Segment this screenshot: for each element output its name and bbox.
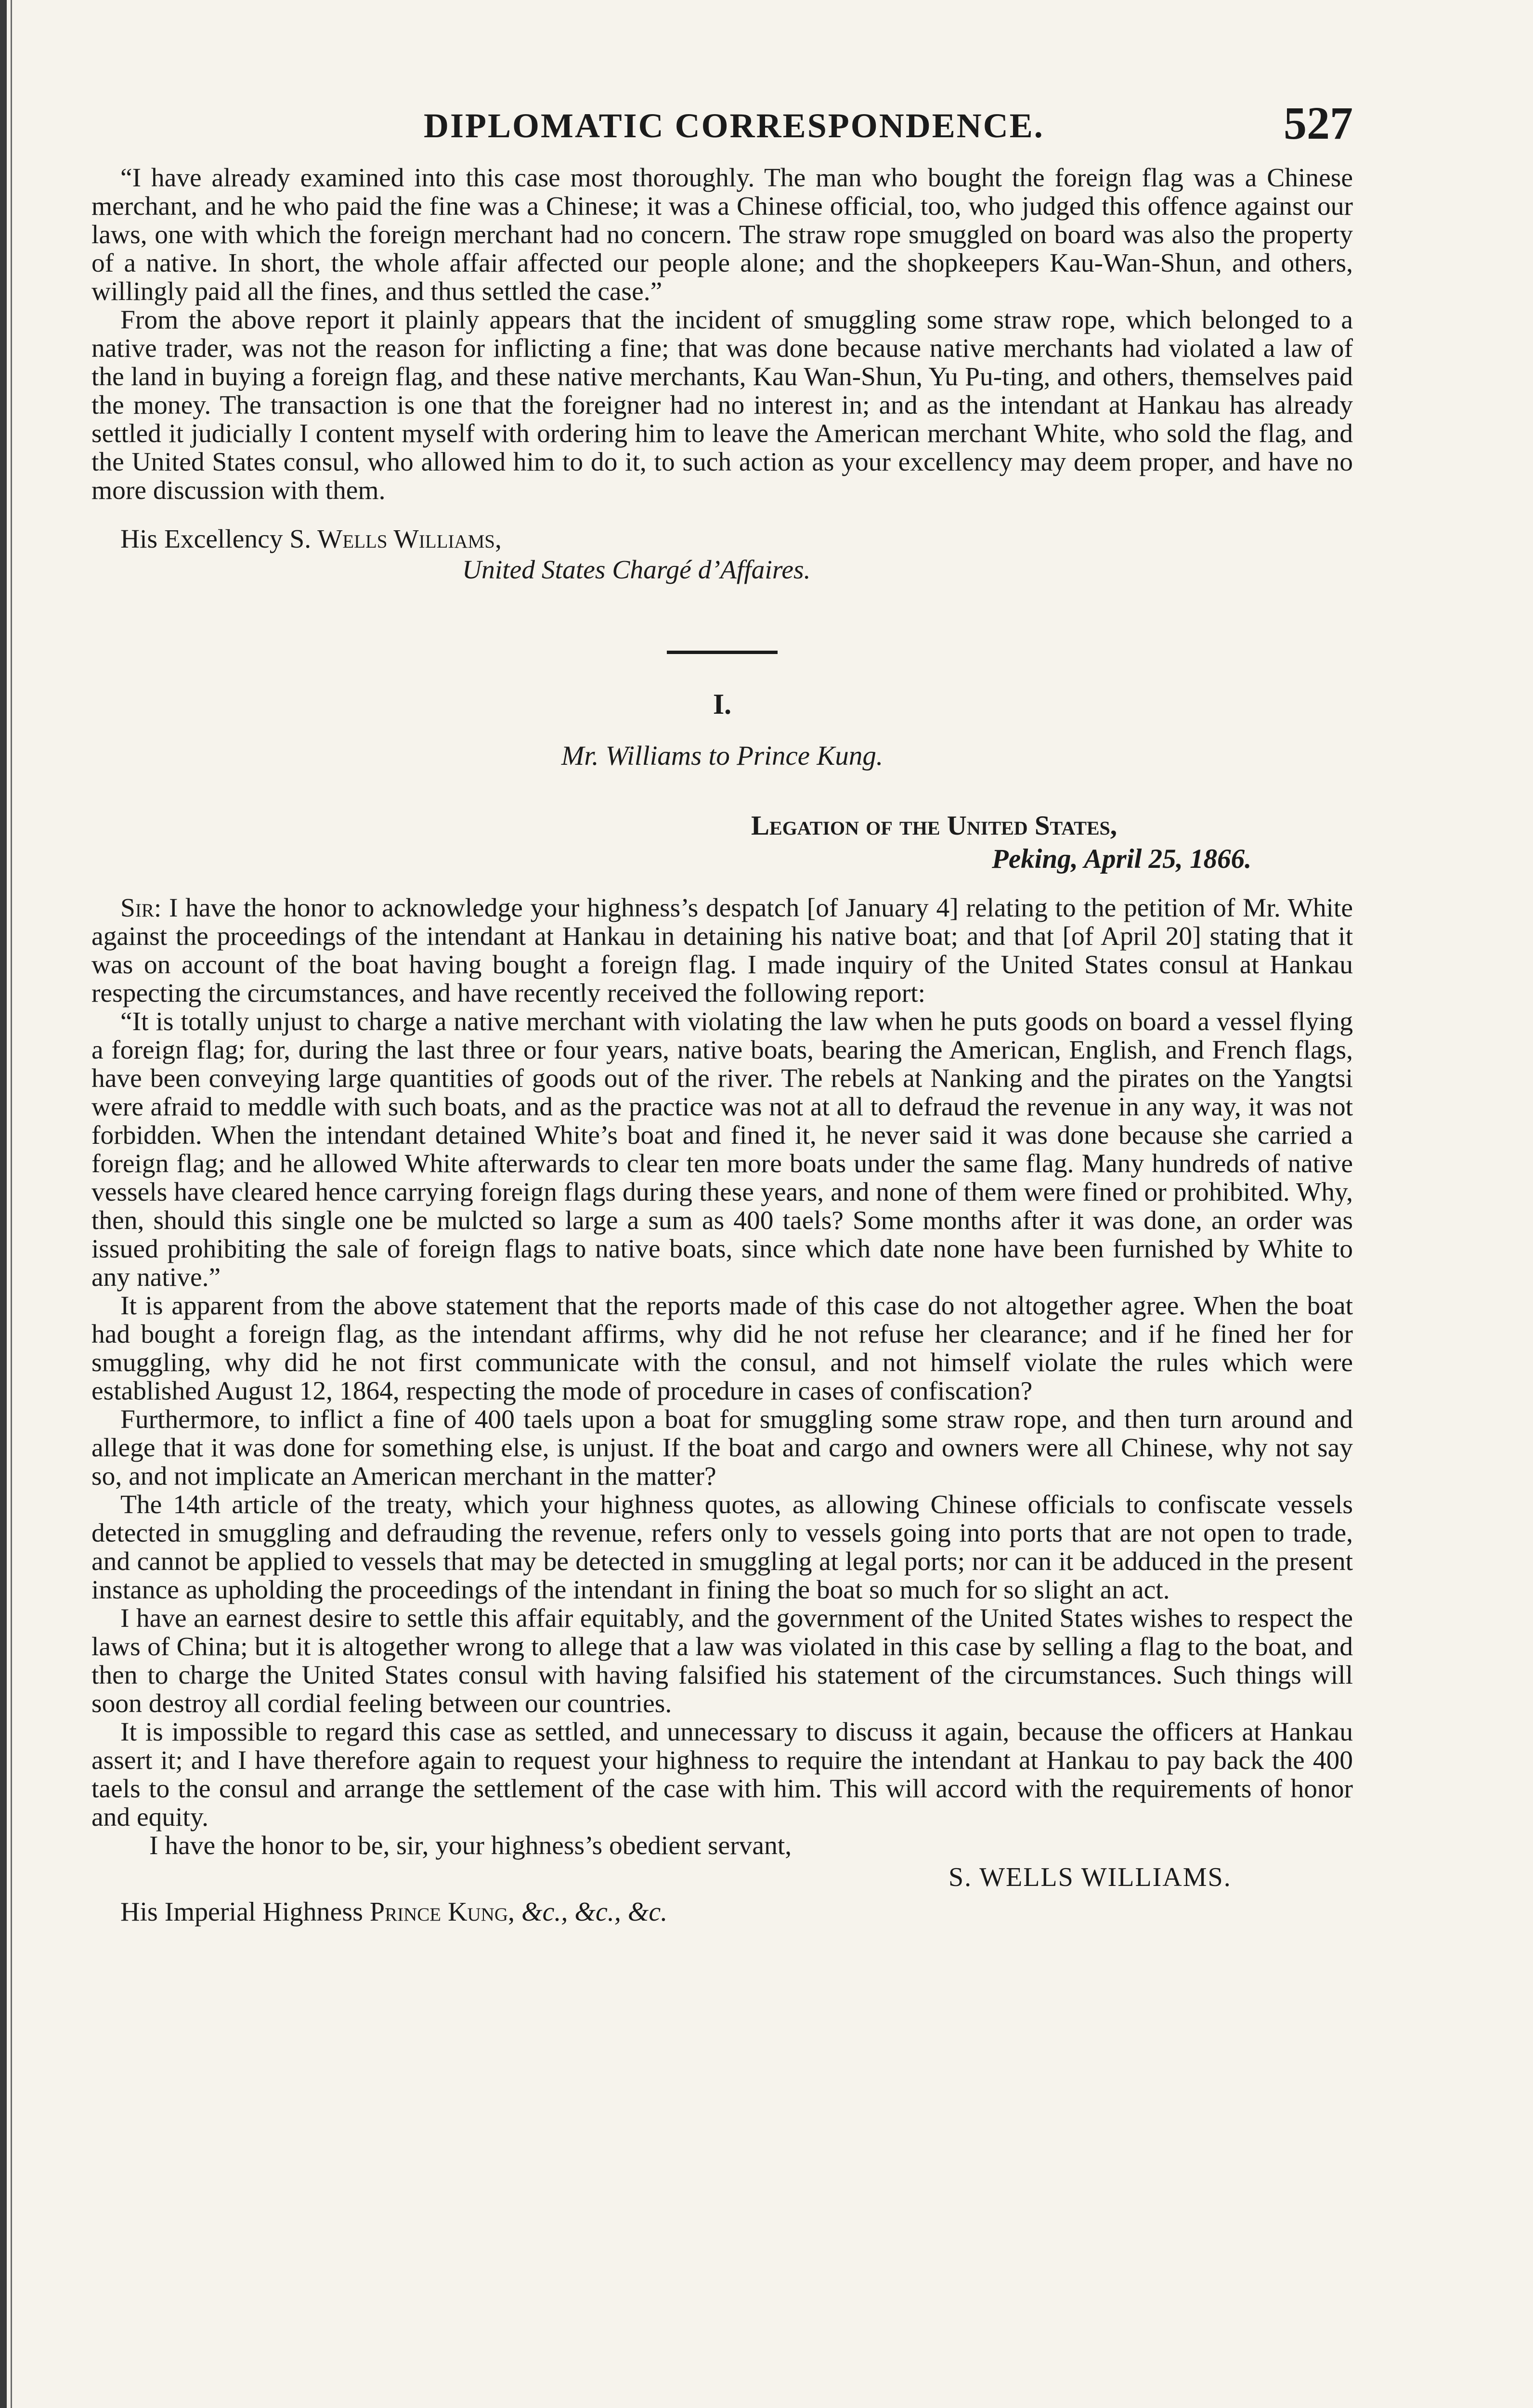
opening-paragraph <box>91 894 1353 1008</box>
addressee-prefix: His Excellency <box>120 524 290 554</box>
quoted-report-paragraph: “I have already examined into this case most thoroughly. The man who bought the foreign flag was a Chinese merchant, and he who paid the fine was a Chinese; it was a Chinese official, too, who judged this offence against our laws, one with which the foreign merchant had no concern. The straw rope smuggled on board was also the property of a native. In short, the whole affair affected our people alone; and the shopkeepers Kau-Wan-Shun, and others, willingly paid all the fines, and thus settled the case.” <box>91 163 1353 306</box>
body-paragraph: It is apparent from the above statement that the reports made of this case do not altogether agree. When the boat had bought a foreign flag, as the intendant affirms, why did he not refuse her clearance; and if he fined her for smuggling, why did he not first communicate with the consul, and not himself violate the rules which were established August 12, 1864, respecting the mode of procedure in cases of confiscation? <box>91 1291 1353 1406</box>
page-number: 527 <box>1284 97 1353 149</box>
addressee <box>120 524 1353 555</box>
signature: S. WELLS WILLIAMS. <box>948 1862 1232 1892</box>
report-excerpt <box>91 164 1353 505</box>
closing-prefix: His Imperial Highness <box>120 1897 370 1927</box>
quoted-consul-report: “It is totally unjust to charge a native merchant with violating the law when he puts goods on board a vessel flying a foreign flag; for, during the last three or four years, native boats, bearing the American, English, and French flags, have been conveying large quantities of goods out of the river. The rebels at Nanking and the pirates on the Yangtsi were afraid to meddle with such boats, and as the practice was not at all to defraud the revenue in any way, it was not forbidden. When the intendant detained White’s boat and fined it, he never said it was done because she carried a foreign flag; and he allowed White afterwards to clear ten more boats under the same flag. Many hundreds of native vessels have cleared hence carrying foreign flags during these years, and none of them were fined or prohibited. Why, then, should this single one be mulcted so large a sum as 400 taels? Some months after it was done, an order was issued prohibiting the sale of foreign flags to native boats, since which date none have been furnished by White to any native.” <box>91 1007 1353 1292</box>
closing-name: Prince Kung, <box>369 1897 515 1927</box>
body-paragraph: From the above report it plainly appears that the incident of smuggling some straw rope, which belonged to a native trader, was not the reason for inflicting a fine; that was done because native merchants had violated a law of the land in buying a foreign flag, and these native merchants, Kau Wan-Shun, Yu Pu-ting, and others, themselves paid the money. The transaction is one that the foreigner had no interest in; and as the intendant at Hankau has already settled it judicially I content myself with ordering him to leave the American merchant White, who sold the flag, and the United States consul, who allowed him to do it, to such action as your excellency may deem proper, and have no more discussion with them. <box>91 305 1353 505</box>
letter-body <box>91 894 1353 1860</box>
salutation: Sir: <box>120 893 162 923</box>
dateline-place: Legation of the United States, <box>751 811 1117 841</box>
page-edge-shadow <box>0 0 7 2408</box>
letter-title: Mr. Williams to Prince Kung. <box>561 741 883 771</box>
opening-text: I have the honor to acknowledge your highness’s despatch [of January 4] relating to the petition of Mr. White against the proceedings of the intendant at Hankau in detaining his native boat; and that [of April 20] stating that it was on account of the boat having bought a foreign flag. I made inquiry of the United States consul at Hankau respecting the circumstances, and have recently received the following report: <box>91 893 1353 1008</box>
running-title: DIPLOMATIC CORRESPONDENCE. <box>424 106 1044 145</box>
page-edge-line <box>11 0 12 2408</box>
body-paragraph: I have an earnest desire to settle this affair equitably, and the government of the United States wishes to respect the laws of China; but it is altogether wrong to allege that a law was violated in this case by selling a flag to the boat, and then to charge the United States consul with having falsified his statement of the circumstances. Such things will soon destroy all cordial feeling between our countries. <box>91 1604 1353 1718</box>
body-paragraph: Furthermore, to inflict a fine of 400 taels upon a boat for smuggling some straw rope, and then turn around and allege that it was done for something else, is unjust. If the boat and cargo and owners were all Chinese, why not say so, and not implicate an American merchant in the matter? <box>91 1405 1353 1491</box>
section-divider <box>667 651 778 654</box>
dateline-date: Peking, April 25, 1866. <box>992 844 1252 874</box>
body-paragraph: It is impossible to regard this case as settled, and unnecessary to discuss it again, because the officers at Hankau assert it; and I have therefore again to request your highness to require the intendant at Hankau to pay back the 400 taels to the consul and arrange the settlement of the case with him. This will accord with the requirements of honor and equity. <box>91 1717 1353 1832</box>
page-header <box>91 92 1353 164</box>
closing-suffix: &c., &c., &c. <box>515 1897 668 1927</box>
closing-addressee <box>120 1897 1353 1927</box>
document-page <box>91 92 1353 1927</box>
addressee-title: United States Chargé d’Affaires. <box>462 555 811 585</box>
addressee-name: S. Wells Williams, <box>289 524 502 554</box>
body-paragraph: The 14th article of the treaty, which your highness quotes, as allowing Chinese officials to confiscate vessels detected in smuggling and defrauding the revenue, refers only to vessels going into ports that are not open to trade, and cannot be applied to vessels that may be detected in smuggling at legal ports; nor can it be adduced in the present instance as upholding the proceedings of the intendant in fining the boat so much for so slight an act. <box>91 1490 1353 1605</box>
complimentary-close: I have the honor to be, sir, your highness’s obedient servant, <box>149 1831 792 1860</box>
section-number: I. <box>713 688 732 720</box>
